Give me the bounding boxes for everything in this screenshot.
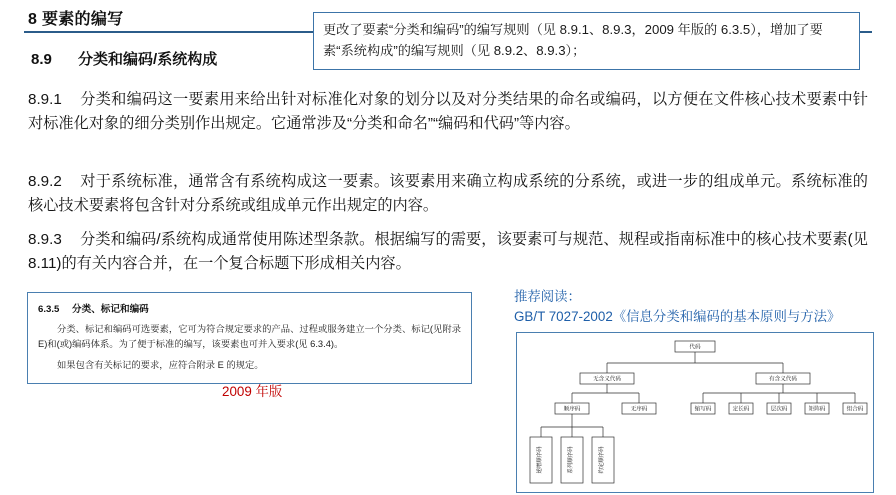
figure-node-increment-label: 递增顺序码 bbox=[537, 446, 543, 474]
paragraph-8-9-3 bbox=[28, 228, 868, 276]
figure-node-meaning-label: 有含义代码 bbox=[769, 376, 797, 383]
paragraph-label: 8.9.2 bbox=[28, 173, 62, 190]
page-title: 8 要素的编写 bbox=[28, 11, 124, 28]
paragraph-8-9-2 bbox=[28, 170, 868, 218]
excerpt-heading bbox=[38, 301, 461, 315]
paragraph-label: 8.9.3 bbox=[28, 231, 62, 248]
revision-callout-box bbox=[313, 12, 860, 70]
section-heading-number: 8.9 bbox=[31, 51, 52, 68]
excerpt-heading-text: 分类、标记和编码 bbox=[72, 304, 149, 315]
figure-node-series-label: 系列顺序码 bbox=[568, 446, 574, 474]
figure-node-matrix-label: 矩阵码 bbox=[808, 406, 826, 413]
figure-node-hierarchy-label: 层次码 bbox=[770, 406, 788, 413]
version-note: 2009 年版 bbox=[222, 384, 283, 399]
paragraph-label: 8.9.1 bbox=[28, 91, 62, 108]
code-classification-figure bbox=[516, 332, 874, 493]
section-heading-text: 分类和编码/系统构成 bbox=[78, 51, 218, 68]
paragraph-text: 分类和编码/系统构成通常使用陈述型条款。根据编写的需要，该要素可与规范、规程或指南标准中的核心技术要素(见 8.11)的有关内容合并，在一个复合标题下形成相关内容。 bbox=[28, 231, 868, 273]
figure-node-unordered-label: 无序码 bbox=[630, 406, 648, 413]
recommended-reading bbox=[514, 287, 886, 327]
standard-excerpt-box bbox=[27, 292, 472, 384]
figure-node-composite-label: 组合码 bbox=[846, 406, 864, 413]
recommended-reading-label: 推荐阅读： bbox=[514, 289, 581, 304]
figure-node-agreed-label: 约定顺序码 bbox=[599, 446, 605, 474]
recommended-reading-reference: GB/T 7027-2002《信息分类和编码的基本原则与方法》 bbox=[514, 309, 841, 325]
figure-node-root-label: 代码 bbox=[689, 344, 701, 351]
section-heading bbox=[31, 48, 217, 69]
figure-node-no-meaning-label: 无含义代码 bbox=[593, 376, 621, 383]
excerpt-paragraph-1: 分类、标记和编码可选要素，它可为符合规定要求的产品、过程或服务建立一个分类、标记(见附录 E)和(或)编码体系。为了便于标准的编写，该要素也可并入要求(见 6.3.4)。 bbox=[38, 324, 461, 350]
paragraph-8-9-1 bbox=[28, 88, 868, 136]
revision-callout-text: 更改了要素“分类和编码”的编写规则（见 8.9.1、8.9.3，2009 年版的 6.3.5），增加了要素“系统构成”的编写规则（见 8.9.2、8.9.3）； bbox=[323, 22, 823, 59]
excerpt-paragraph-2: 如果包含有关标记的要求，应符合附录 E 的规定。 bbox=[57, 360, 264, 371]
figure-node-fixedlen-label: 定长码 bbox=[732, 406, 750, 413]
figure-node-sequence-label: 顺序码 bbox=[563, 406, 581, 413]
paragraph-text: 分类和编码这一要素用来给出针对标准化对象的划分以及对分类结果的命名或编码，以方便在文件核心技术要素中针对标准化对象的细分类别作出规定。它通常涉及“分类和命名”“编码和代码”等内容。 bbox=[28, 91, 868, 133]
paragraph-text: 对于系统标准，通常含有系统构成这一要素。该要素用来确立构成系统的分系统，或进一步的组成单元。系统标准的核心技术要素将包含针对分系统或组成单元作出规定的内容。 bbox=[28, 173, 868, 215]
excerpt-heading-number: 6.3.5 bbox=[38, 304, 60, 315]
figure-node-abbrev-label: 缩写码 bbox=[694, 406, 712, 413]
